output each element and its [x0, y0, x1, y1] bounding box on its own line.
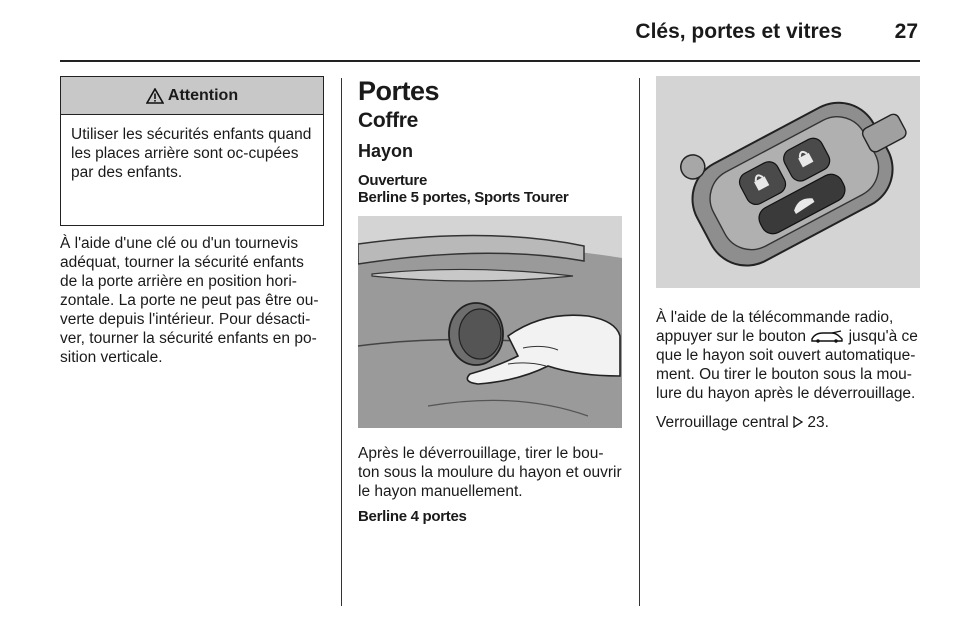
section-heading-hayon: Hayon	[358, 141, 414, 161]
remote-opening-paragraph: À l'aide de la télécommande radio, appuyer sur le bouton jusqu'à ce que le hayon soit ouvert automatique-ment. Ou tirer le bouton sous la mou-lure du hayon après le déverrouillage.	[656, 309, 918, 402]
tailgate-opening-paragraph: Après le déverrouillage, tirer le bou-ton sous la moulure du hayon et ouvrir le hayon manuellement.	[358, 445, 622, 500]
attention-header	[61, 77, 323, 115]
remote-key-illustration	[656, 76, 920, 288]
header-divider	[60, 60, 920, 62]
section-heading-portes: Portes	[358, 76, 440, 106]
subheading-berline-5-portes: Berline 5 portes, Sports Tourer	[358, 189, 569, 206]
subheading-ouverture: Ouverture	[358, 172, 427, 189]
section-heading-coffre: Coffre	[358, 109, 419, 132]
attention-text: Utiliser les sécurités enfants quand les places arrière sont oc-cupées par des enfants.	[71, 126, 312, 181]
column-divider-2	[639, 78, 640, 606]
tailgate-button-icon	[810, 330, 844, 343]
crossref-page: 23.	[807, 414, 829, 431]
crossref-paragraph	[656, 413, 920, 432]
column-1	[60, 76, 324, 367]
crossref-link[interactable]: Verrouillage central	[656, 414, 789, 431]
arrow-reference-icon	[793, 416, 803, 428]
child-lock-paragraph: À l'aide d'une clé ou d'un tournevis adéquat, tourner la sécurité enfants de la porte arrière en position hori-zontale. La porte ne peut pas être ou-verte depuis l'intérieur. Pour désacti-ver, tourner la sécurité enfants en po-sition verticale.	[60, 235, 319, 366]
warning-triangle-icon	[146, 88, 164, 104]
attention-box	[60, 76, 324, 226]
page-header	[0, 0, 960, 62]
page-number: 27	[894, 20, 918, 43]
subheading-berline-4-portes: Berline 4 portes	[358, 508, 467, 525]
column-3	[656, 76, 920, 432]
column-2	[358, 76, 622, 525]
column-divider-1	[341, 78, 342, 606]
attention-heading: Attention	[167, 86, 239, 104]
tailgate-handle-illustration	[358, 216, 622, 428]
chapter-title: Clés, portes et vitres	[635, 20, 842, 43]
